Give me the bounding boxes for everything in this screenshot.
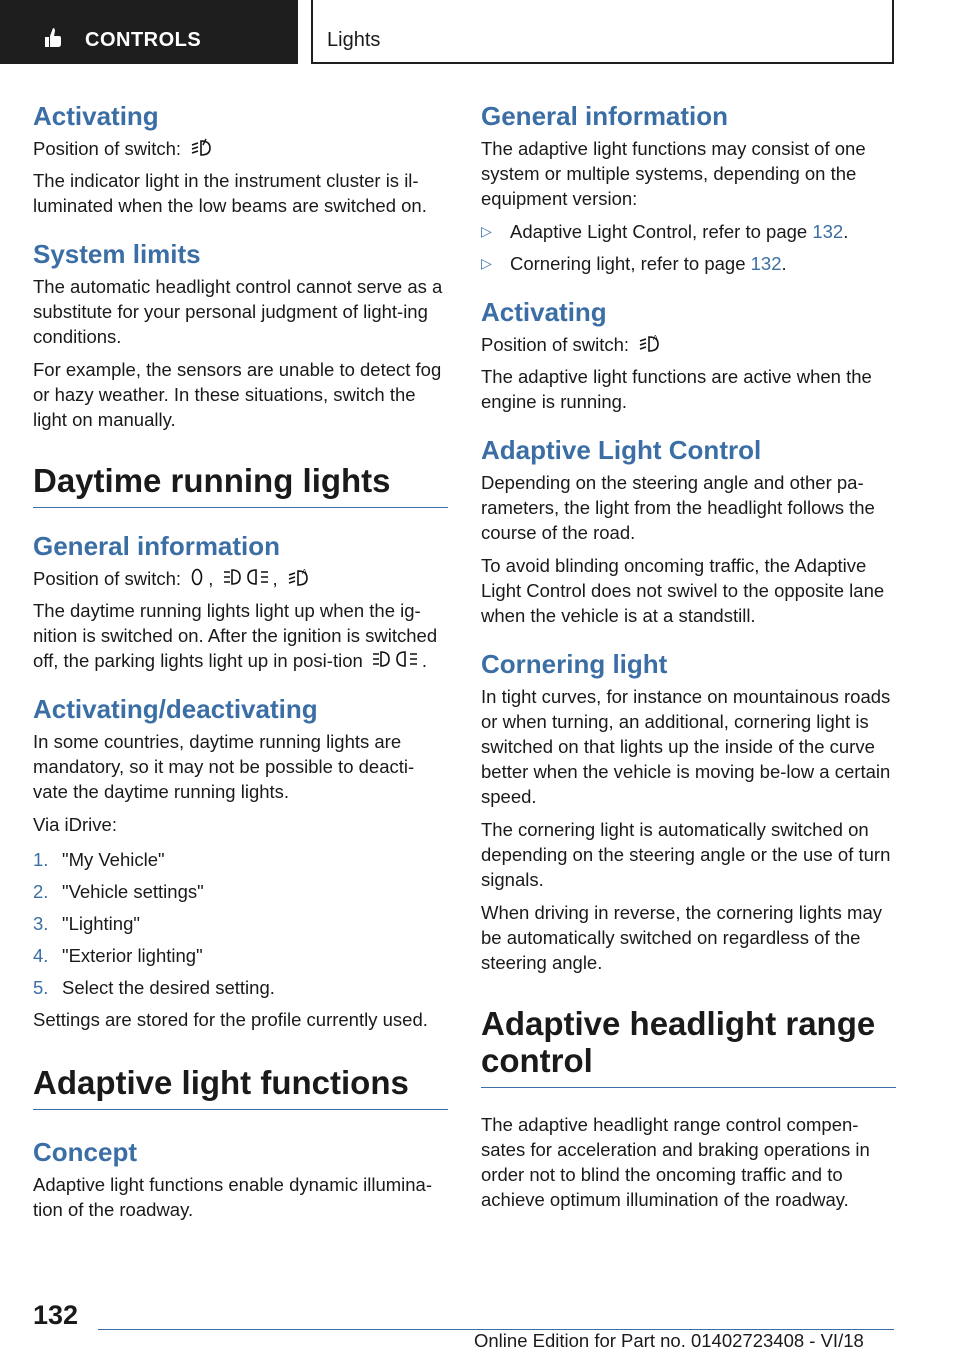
parking-light-switch-icon (223, 567, 269, 587)
drl-text: The daytime running lights light up when the ig-nition is switched on. After the ignition is switched off, the parking lights light up in posi-tion . (33, 600, 438, 671)
section-title: Lights (327, 29, 381, 51)
activating-adaptive-text: The adaptive light functions are active when the engine is running. (481, 366, 872, 412)
list-item: 1. "My Vehicle" (33, 849, 165, 870)
heading-adaptive-light-functions: Adaptive light functions (33, 1064, 448, 1110)
page-header (0, 0, 960, 66)
cornering-p2: The cornering light is automatically switched on depending on the steering angle or the use of turn signals. (481, 819, 891, 890)
system-limits-p1: The automatic headlight control cannot serve as a substitute for your personal judgment of light-ing conditions. (33, 276, 443, 347)
cornering-p1: In tight curves, for instance on mountainous roads or when turning, an additional, cornering light is switched on that lights up the inside of the curve better when the vehicle is moving be-low a certain speed. (481, 686, 891, 807)
left-column (33, 100, 448, 1222)
right-column (481, 100, 896, 1212)
heading-activating: Activating (33, 101, 159, 131)
triangle-bullet-icon: ▷ (481, 255, 492, 271)
ahrc-text: The adaptive headlight range control compen-sates for acceleration and braking operations in order not to blind the oncoming traffic and to achieve optimum illumination of the roadway. (481, 1114, 870, 1210)
bullet-list (481, 219, 896, 276)
heading-daytime-running-lights: Daytime running lights (33, 462, 448, 508)
system-limits-p2: For example, the sensors are unable to detect fog or hazy weather. In these situations, switch the light on manually. (33, 359, 442, 430)
parking-light-position-icon (372, 649, 418, 669)
triangle-bullet-icon: ▷ (481, 223, 492, 239)
drl-switch-line: Position of switch: , , A (33, 566, 448, 591)
settings-stored: Settings are stored for the profile currently used. (33, 1009, 428, 1030)
heading-activating-adaptive: Activating (481, 297, 607, 327)
off-switch-icon (190, 567, 204, 587)
heading-system-limits: System limits (33, 239, 201, 269)
alc-p2: To avoid blinding oncoming traffic, the Adaptive Light Control does not swivel to the opposite lane when the vehicle is at a standstill. (481, 555, 885, 626)
general-text: The adaptive light functions may consist of one system or multiple systems, depending on the equipment version: (481, 138, 866, 209)
svg-text:A: A (301, 568, 307, 576)
act-deact-text: In some countries, daytime running lights are mandatory, so it may not be possible to deacti-vate the daytime running lights. (33, 731, 415, 802)
list-item: 4. "Exterior lighting" (33, 945, 203, 966)
page-link[interactable]: 132 (812, 221, 844, 242)
activating-switch-line: Position of switch: (33, 136, 448, 161)
chapter-tab (0, 0, 298, 64)
low-beam-switch-icon (190, 137, 212, 157)
section-tab (311, 0, 894, 64)
page-link[interactable]: 132 (750, 253, 782, 274)
heading-general-info: General information (481, 101, 729, 131)
pointing-hand-icon (40, 26, 64, 50)
heading-drl-general-info: General information (33, 531, 281, 561)
heading-activating-deactivating: Activating/deactivating (33, 694, 318, 724)
cornering-p3: When driving in reverse, the cornering lights may be automatically switched on regardless of the steering angle. (481, 902, 883, 973)
list-item: 2. "Vehicle settings" (33, 881, 204, 902)
activating-adaptive-switch-line: Position of switch: A (481, 332, 896, 357)
list-item: ▷ Cornering light, refer to page 132. (481, 253, 787, 274)
page-number: 132 (33, 1300, 79, 1330)
activating-text: The indicator light in the instrument cluster is il-luminated when the low beams are switched on. (33, 170, 427, 216)
heading-adaptive-light-control: Adaptive Light Control (481, 435, 762, 465)
heading-cornering-light: Cornering light (481, 649, 668, 679)
svg-text:A: A (653, 334, 659, 342)
automatic-headlight-switch-icon (638, 333, 662, 353)
via-idrive: Via iDrive: (33, 814, 117, 835)
heading-adaptive-headlight-range-control: Adaptive headlight range control (481, 1005, 896, 1088)
concept-text: Adaptive light functions enable dynamic illumina-tion of the roadway. (33, 1174, 432, 1220)
list-item: 3. "Lighting" (33, 913, 140, 934)
list-item: 5. Select the desired setting. (33, 977, 275, 998)
list-item: ▷ Adaptive Light Control, refer to page 132. (481, 221, 849, 242)
alc-p1: Depending on the steering angle and other pa-rameters, the light from the headlight follows the course of the road. (481, 472, 875, 543)
automatic-headlight-switch-icon (287, 567, 311, 587)
heading-concept: Concept (33, 1137, 137, 1167)
edition-note: Online Edition for Part no. 01402723408 - VI/18 (474, 1330, 864, 1351)
idrive-steps (33, 847, 448, 1000)
chapter-title: CONTROLS (85, 29, 202, 51)
